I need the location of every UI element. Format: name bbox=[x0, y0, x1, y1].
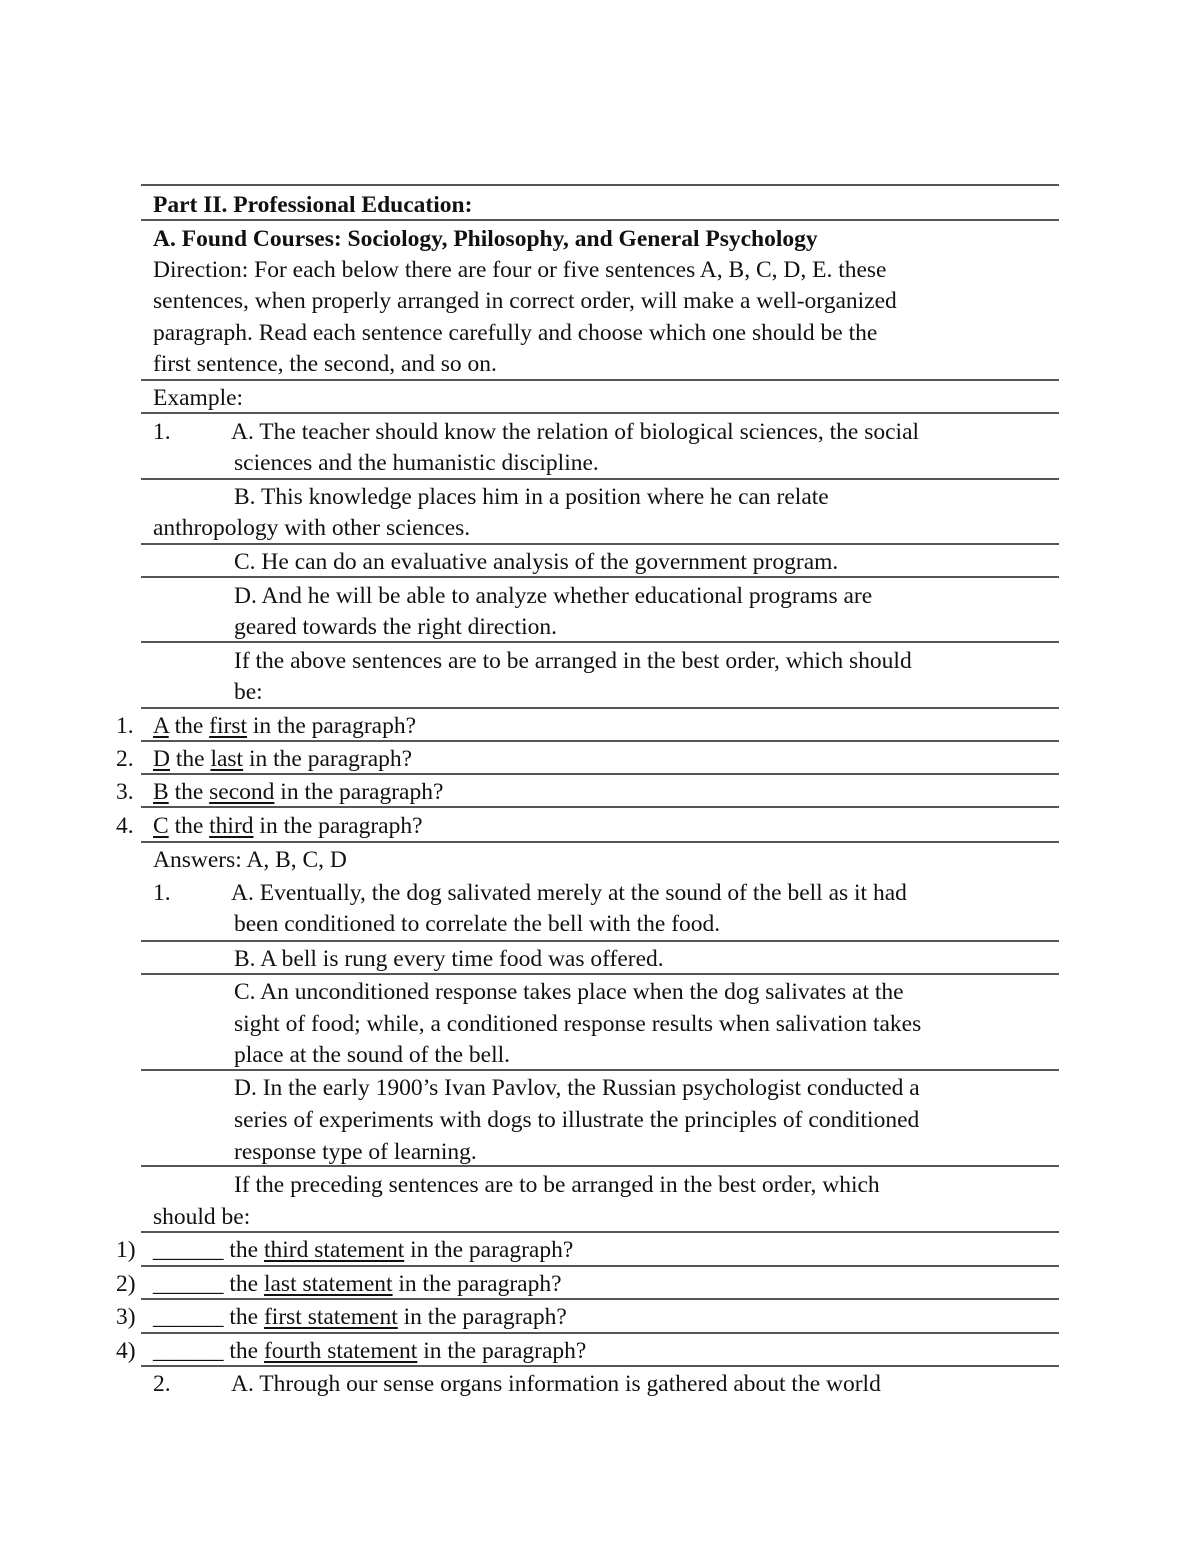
sentence-b: B. This knowledge places him in a position where he can relate bbox=[234, 484, 829, 510]
question-number: 4) bbox=[116, 1338, 136, 1364]
question-number: 2) bbox=[116, 1271, 136, 1297]
question-number: 3) bbox=[116, 1304, 136, 1330]
question-number: 1) bbox=[116, 1237, 136, 1263]
sentence-c: C. He can do an evaluative analysis of the government program. bbox=[234, 549, 839, 575]
example-question: A the first in the paragraph? bbox=[153, 713, 417, 739]
sentence-d: D. In the early 1900’s Ivan Pavlov, the Russian psychologist conducted a bbox=[234, 1075, 920, 1101]
answer-letter: D bbox=[153, 746, 170, 772]
direction-line: sentences, when properly arranged in correct order, will make a well-organized bbox=[153, 288, 897, 314]
prompt: If the preceding sentences are to be arranged in the best order, which bbox=[234, 1172, 880, 1198]
key-word: second bbox=[209, 779, 275, 805]
question-number: 4. bbox=[116, 813, 134, 839]
answer-letter: B bbox=[153, 779, 169, 805]
example-number: 1. bbox=[153, 419, 171, 445]
answers-line: Answers: A, B, C, D bbox=[153, 847, 347, 873]
key-phrase: third statement bbox=[263, 1237, 405, 1263]
item-question: ______ the fourth statement in the paragraph? bbox=[153, 1338, 587, 1364]
key-phrase: first statement bbox=[263, 1304, 398, 1330]
key-word: first bbox=[209, 713, 248, 739]
sentence-a: A. Through our sense organs information is gathered about the world bbox=[231, 1371, 881, 1397]
answer-blank[interactable]: ______ bbox=[153, 1271, 224, 1297]
sentence-a: A. Eventually, the dog salivated merely at the sound of the bell as it had bbox=[231, 880, 907, 906]
sentence-c: C. An unconditioned response takes place when the dog salivates at the bbox=[234, 979, 904, 1005]
question-number: 1. bbox=[116, 713, 134, 739]
key-word: last bbox=[210, 746, 244, 772]
item-question: ______ the last statement in the paragraph? bbox=[153, 1271, 562, 1297]
sentence-d-cont: geared towards the right direction. bbox=[234, 614, 558, 640]
prompt-cont: should be: bbox=[153, 1204, 251, 1230]
item-number: 1. bbox=[153, 880, 171, 906]
answer-letter: A bbox=[153, 713, 169, 739]
item-question: ______ the first statement in the paragraph? bbox=[153, 1304, 567, 1330]
answer-blank[interactable]: ______ bbox=[153, 1237, 224, 1263]
question-number: 3. bbox=[116, 779, 134, 805]
example-label: Example: bbox=[153, 385, 244, 411]
answer-letter: C bbox=[153, 813, 169, 839]
example-question: D the last in the paragraph? bbox=[153, 746, 413, 772]
sentence-c-cont: sight of food; while, a conditioned response results when salivation takes bbox=[234, 1011, 922, 1037]
answer-blank[interactable]: ______ bbox=[153, 1304, 224, 1330]
example-question: B the second in the paragraph? bbox=[153, 779, 444, 805]
example-question: C the third in the paragraph? bbox=[153, 813, 423, 839]
section-title: A. Found Courses: Sociology, Philosophy, and General Psychology bbox=[153, 226, 818, 252]
direction-line: Direction: For each below there are four or five sentences A, B, C, D, E. these bbox=[153, 257, 887, 283]
question-number: 2. bbox=[116, 746, 134, 772]
sentence-b-cont: anthropology with other sciences. bbox=[153, 515, 471, 541]
sentence-a: A. The teacher should know the relation of biological sciences, the social bbox=[231, 419, 920, 445]
key-phrase: last statement bbox=[263, 1271, 393, 1297]
prompt: If the above sentences are to be arranged in the best order, which should bbox=[234, 648, 912, 674]
key-word: third bbox=[209, 813, 254, 839]
sentence-a-cont: been conditioned to correlate the bell with the food. bbox=[234, 911, 721, 937]
direction-line: paragraph. Read each sentence carefully and choose which one should be the bbox=[153, 320, 878, 346]
sentence-a-cont: sciences and the humanistic discipline. bbox=[234, 450, 599, 476]
sentence-d-cont: response type of learning. bbox=[234, 1139, 477, 1165]
part-title: Part II. Professional Education: bbox=[153, 192, 473, 218]
item-number: 2. bbox=[153, 1371, 171, 1397]
sentence-c-cont: place at the sound of the bell. bbox=[234, 1042, 511, 1068]
sentence-d: D. And he will be able to analyze whether educational programs are bbox=[234, 583, 873, 609]
key-phrase: fourth statement bbox=[263, 1338, 418, 1364]
item-question: ______ the third statement in the paragraph? bbox=[153, 1237, 574, 1263]
answer-blank[interactable]: ______ bbox=[153, 1338, 224, 1364]
prompt-cont: be: bbox=[234, 679, 263, 705]
sentence-b: B. A bell is rung every time food was offered. bbox=[234, 946, 664, 972]
direction-line: first sentence, the second, and so on. bbox=[153, 351, 497, 377]
sentence-d-cont: series of experiments with dogs to illustrate the principles of conditioned bbox=[234, 1107, 920, 1133]
